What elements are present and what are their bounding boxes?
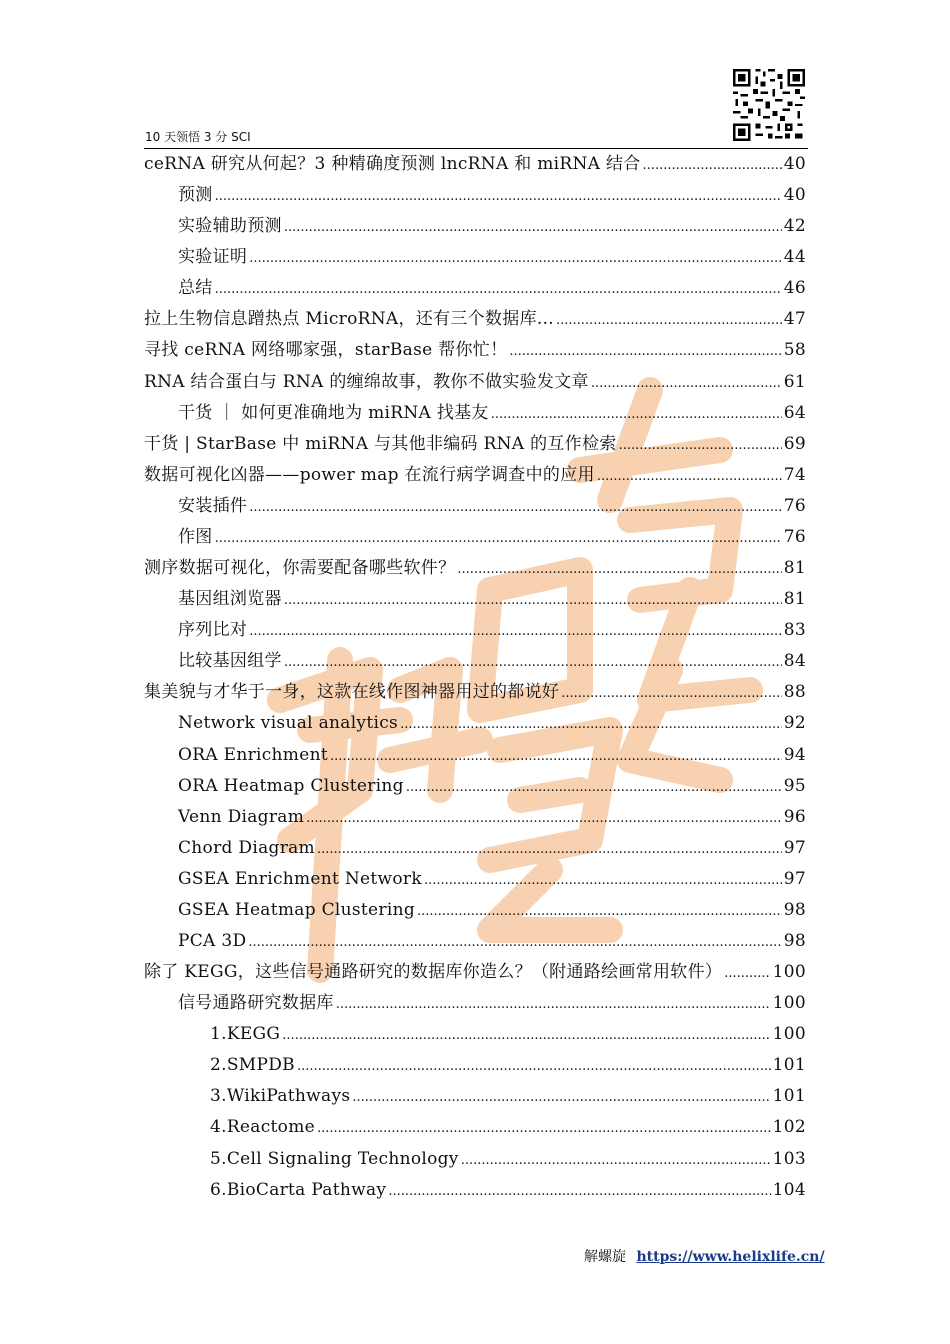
toc-entry[interactable]	[144, 149, 806, 180]
toc-entry-title: ceRNA 研究从何起？3 种精确度预测 lncRNA 和 miRNA 结合	[144, 154, 641, 174]
toc-entry-title: 序列比对	[178, 620, 248, 640]
toc-entry-title: 5.Cell Signaling Technology	[210, 1149, 459, 1169]
toc-entry[interactable]	[210, 1019, 806, 1050]
toc-entry-page: 76	[783, 496, 806, 516]
toc-entry[interactable]	[178, 988, 806, 1019]
toc-entry-page: 84	[783, 651, 806, 671]
toc-entry-title: 4.Reactome	[210, 1117, 315, 1137]
toc-entry-page: 104	[772, 1180, 806, 1200]
toc-entry-title: 总结	[178, 278, 213, 298]
toc-entry-title: 安装插件	[178, 496, 248, 516]
toc-dot-leader	[417, 896, 782, 927]
toc-entry[interactable]	[144, 367, 806, 398]
toc-entry-page: 97	[783, 838, 806, 858]
toc-dot-leader	[597, 461, 782, 492]
toc-entry-page: 76	[783, 527, 806, 547]
toc-entry[interactable]	[210, 1112, 806, 1143]
toc-dot-leader	[556, 305, 782, 336]
toc-entry[interactable]	[144, 304, 806, 335]
footer-url-link[interactable]: https://www.helixlife.cn/	[636, 1249, 825, 1265]
toc-dot-leader	[297, 1051, 771, 1082]
toc-entry[interactable]	[178, 926, 806, 957]
toc-dot-leader	[248, 927, 781, 958]
toc-entry[interactable]	[178, 211, 806, 242]
toc-dot-leader	[215, 181, 782, 212]
toc-entry-page: 61	[783, 372, 806, 392]
toc-entry[interactable]	[178, 615, 806, 646]
toc-dot-leader	[643, 150, 782, 181]
toc-entry[interactable]	[210, 1050, 806, 1081]
toc-entry[interactable]	[144, 957, 806, 988]
toc-entry-page: 83	[783, 620, 806, 640]
toc-entry[interactable]	[144, 677, 806, 708]
toc-entry-title: RNA 结合蛋白与 RNA 的缠绵故事，教你不做实验发文章	[144, 372, 589, 392]
toc-entry-page: 101	[772, 1086, 806, 1106]
toc-entry-title: PCA 3D	[178, 931, 247, 951]
toc-dot-leader	[317, 834, 782, 865]
toc-entry[interactable]	[178, 708, 806, 739]
toc-entry[interactable]	[210, 1175, 806, 1206]
toc-entry-page: 42	[783, 216, 806, 236]
toc-entry-title: Venn Diagram	[178, 807, 305, 827]
toc-entry-title: 寻找 ceRNA 网络哪家强，starBase 帮你忙！	[144, 340, 508, 360]
toc-entry-title: GSEA Heatmap Clustering	[178, 900, 416, 920]
toc-entry-page: 74	[783, 465, 806, 485]
toc-entry[interactable]	[210, 1081, 806, 1112]
toc-dot-leader	[388, 1176, 770, 1207]
toc-entry[interactable]	[178, 584, 806, 615]
toc-dot-leader	[284, 585, 782, 616]
toc-entry[interactable]	[178, 491, 806, 522]
toc-dot-leader	[424, 865, 782, 896]
toc-entry-page: 98	[783, 900, 806, 920]
toc-entry-page: 64	[783, 403, 806, 423]
toc-entry[interactable]	[178, 398, 806, 429]
toc-entry-title: Network visual analytics	[178, 713, 399, 733]
toc-entry[interactable]	[178, 864, 806, 895]
toc-dot-leader	[352, 1082, 770, 1113]
toc-dot-leader	[215, 274, 782, 305]
toc-dot-leader	[284, 212, 782, 243]
toc-entry-title: 干货 ｜ 如何更准确地为 miRNA 找基友	[178, 403, 489, 423]
toc-dot-leader	[306, 803, 782, 834]
toc-dot-leader	[400, 709, 782, 740]
toc-entry-page: 44	[783, 247, 806, 267]
toc-entry-page: 97	[783, 869, 806, 889]
footer	[584, 1246, 825, 1266]
toc-entry[interactable]	[144, 460, 806, 491]
toc-entry-page: 100	[772, 993, 806, 1013]
toc-dot-leader	[249, 616, 782, 647]
toc-entry-title: 实验证明	[178, 247, 248, 267]
toc-entry[interactable]	[178, 242, 806, 273]
toc-entry-page: 96	[783, 807, 806, 827]
toc-dot-leader	[336, 989, 771, 1020]
toc-entry-title: 作图	[178, 527, 213, 547]
toc-entry[interactable]	[178, 771, 806, 802]
toc-entry[interactable]	[210, 1144, 806, 1175]
toc-entry-title: 3.WikiPathways	[210, 1086, 351, 1106]
toc-entry-title: 6.BioCarta Pathway	[210, 1180, 387, 1200]
header-title: 10 天领悟 3 分 SCI	[145, 130, 251, 144]
toc-entry-page: 94	[783, 745, 806, 765]
toc-entry-title: 信号通路研究数据库	[178, 993, 334, 1013]
toc-entry[interactable]	[178, 740, 806, 771]
toc-entry-page: 88	[783, 682, 806, 702]
toc-entry-title: 1.KEGG	[210, 1024, 281, 1044]
toc-entry[interactable]	[178, 180, 806, 211]
toc-entry[interactable]	[144, 335, 806, 366]
toc-entry-title: ORA Heatmap Clustering	[178, 776, 404, 796]
toc-dot-leader	[330, 741, 782, 772]
toc-entry-page: 92	[783, 713, 806, 733]
toc-entry-title: 2.SMPDB	[210, 1055, 295, 1075]
toc-entry-page: 47	[783, 309, 806, 329]
toc-dot-leader	[491, 399, 782, 430]
toc-dot-leader	[619, 430, 782, 461]
toc-entry-page: 46	[783, 278, 806, 298]
toc-dot-leader	[249, 492, 782, 523]
toc-entry[interactable]	[144, 429, 806, 460]
toc-entry-page: 102	[772, 1117, 806, 1137]
toc-dot-leader	[249, 243, 782, 274]
toc-entry-title: 干货 | StarBase 中 miRNA 与其他非编码 RNA 的互作检索	[144, 434, 617, 454]
toc-dot-leader	[561, 678, 782, 709]
toc-dot-leader	[317, 1113, 771, 1144]
toc-entry-title: ORA Enrichment	[178, 745, 328, 765]
toc-entry-title: 比较基因组学	[178, 651, 282, 671]
toc-dot-leader	[406, 772, 782, 803]
toc-entry-page: 95	[783, 776, 806, 796]
toc-entry-page: 58	[783, 340, 806, 360]
toc-dot-leader	[509, 336, 781, 367]
toc-entry-title: 数据可视化凶器——power map 在流行病学调查中的应用	[144, 465, 595, 485]
toc-entry-title: Chord Diagram	[178, 838, 315, 858]
toc-dot-leader	[284, 647, 782, 678]
toc-entry[interactable]	[178, 273, 806, 304]
toc-entry-page: 81	[783, 558, 806, 578]
toc-entry[interactable]	[178, 833, 806, 864]
toc-entry-title: 实验辅助预测	[178, 216, 282, 236]
toc-entry-page: 103	[772, 1149, 806, 1169]
toc-entry-title: 除了 KEGG，这些信号通路研究的数据库你造么？（附通路绘画常用软件）	[144, 962, 723, 982]
toc-dot-leader	[215, 523, 782, 554]
toc-entry-page: 100	[772, 1024, 806, 1044]
toc-entry-title: 预测	[178, 185, 213, 205]
qr-code-icon	[733, 69, 805, 141]
toc-entry[interactable]	[178, 895, 806, 926]
toc-entry-title: 集美貌与才华于一身，这款在线作图神器用过的都说好	[144, 682, 560, 702]
header-rule	[144, 148, 808, 149]
toc-entry-page: 40	[783, 185, 806, 205]
toc-entry-page: 98	[783, 931, 806, 951]
toc-entry-page: 69	[783, 434, 806, 454]
toc-entry-page: 100	[772, 962, 806, 982]
toc-dot-leader	[724, 958, 770, 989]
toc-entry-title: GSEA Enrichment Network	[178, 869, 422, 889]
toc-dot-leader	[282, 1020, 770, 1051]
toc-entry-title: 测序数据可视化，你需要配备哪些软件？	[144, 558, 456, 578]
toc-entry-page: 40	[783, 154, 806, 174]
toc-entry[interactable]	[178, 802, 806, 833]
toc-entry-page: 101	[772, 1055, 806, 1075]
toc-dot-leader	[457, 554, 781, 585]
footer-brand: 解螺旋	[584, 1249, 626, 1265]
toc-entry[interactable]	[178, 646, 806, 677]
toc-entry-page: 81	[783, 589, 806, 609]
toc-dot-leader	[591, 368, 782, 399]
toc-entry[interactable]	[144, 553, 806, 584]
toc-entry-title: 拉上生物信息蹭热点 MicroRNA，还有三个数据库...	[144, 309, 554, 329]
toc-entry[interactable]	[178, 522, 806, 553]
toc-dot-leader	[461, 1145, 771, 1176]
toc-entry-title: 基因组浏览器	[178, 589, 282, 609]
